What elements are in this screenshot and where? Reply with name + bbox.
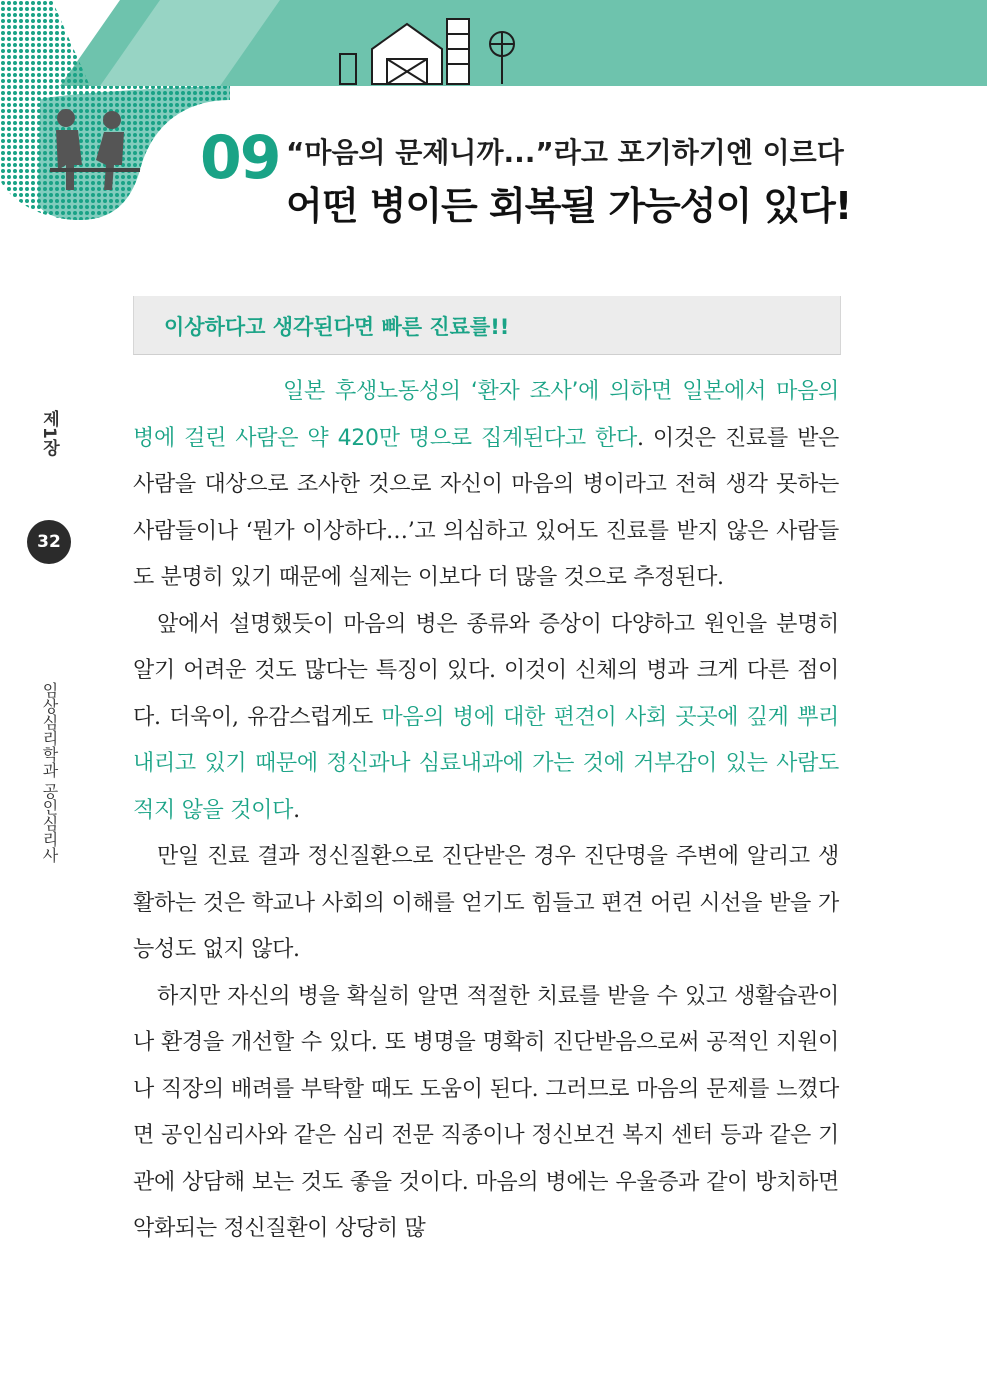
highlight-text: 일본 후생노동성의 ‘환자 조사’에 의하면 일본에서 마음의 병에 걸린 사람은 약 420만 명으로 집계된다고 한다 [133,379,839,451]
page-subtitle: “마음의 문제니까...”라고 포기하기엔 이르다 [286,136,844,169]
highlight-text: 마음의 병에 대한 편견이 사회 곳곳에 깊게 뿌리 내리고 있기 때문에 정신과나 심료내과에 가는 것에 거부감이 있는 사람도 적지 않을 것이다 [133,704,839,823]
counseling-silhouette-icon [0,0,230,230]
paragraph-text: 앞에서 설명했듯이 마음의 병은 종류와 증상이 다양하고 원인을 분명히 알기 어려운 것도 많다는 특징이 있다. 이것이 신체의 병과 크게 다른 점이다. 더욱이, 유감스럽게도 [133,611,839,730]
side-chapter-label: 제1장 [39,410,59,456]
page-number-badge: 32 [27,520,71,564]
farm-illustration-icon [332,14,532,86]
side-book-title: 임상심리학과 공인심리사 [40,682,59,864]
paragraph-text: . 이것은 진료를 받은 사람을 대상으로 조사한 것으로 자신이 마음의 병이라고 전혀 생각 못하는 사람들이나 ‘뭔가 이상하다…’고 의심하고 있어도 진료를 받지 않은 사람들도 분명히 있기 때문에 실제는 이보다 더 많을 것으로 추정된다. [133,425,839,590]
paragraph-2 [133,602,839,835]
section-heading-box [133,296,841,355]
page-title: 어떤 병이든 회복될 가능성이 있다! [286,184,852,228]
chapter-number: 09 [200,123,280,193]
paragraph-3: 만일 진료 결과 정신질환으로 진단받은 경우 진단명을 주변에 알리고 생활하는 것은 학교나 사회의 이해를 얻기도 힘들고 편견 어린 시선을 받을 가능성도 없지 않다. [133,844,839,962]
paragraph-text: . [293,797,300,823]
body-text [133,369,839,1253]
section-title: 이상하다고 생각된다면 빠른 진료를!! [164,315,510,339]
paragraph-4: 하지만 자신의 병을 확실히 알면 적절한 치료를 받을 수 있고 생활습관이나 환경을 개선할 수 있다. 또 병명을 명확히 진단받음으로써 공적인 지원이나 직장의 배려를 부탁할 때도 도움이 된다. 그러므로 마음의 문제를 느꼈다면 공인심리사와 같은 심리 전문 직종이나 정신보건 복지 센터 등과 같은 기관에 상담해 보는 것도 좋을 것이다. 마음의 병에는 우울증과 같이 방치하면 악화되는 정신질환이 상당히 많 [133,983,839,1241]
paragraph-1 [133,369,839,602]
